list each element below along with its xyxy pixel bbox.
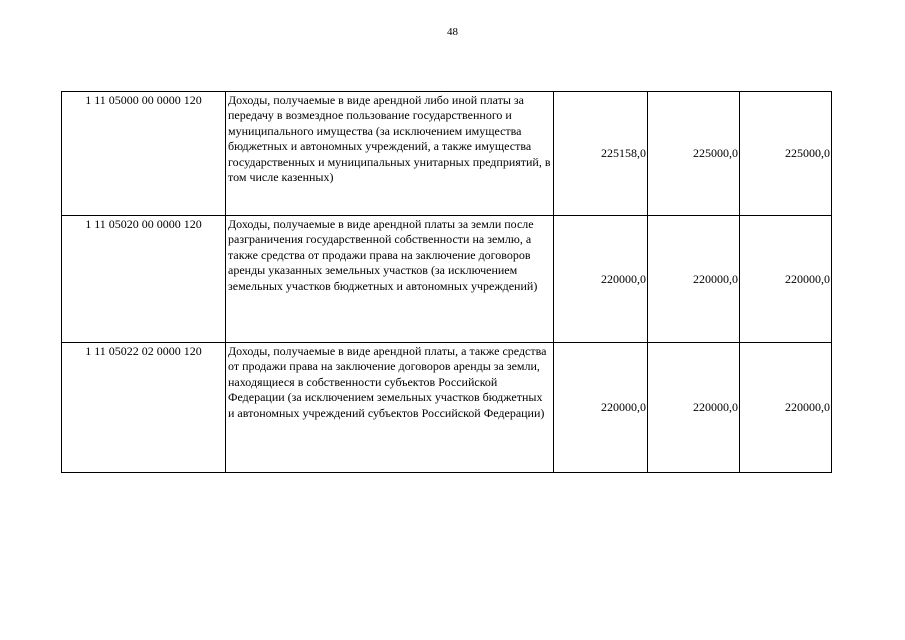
- value-cell-year-3: 220000,0: [740, 216, 832, 343]
- value-cell-year-1: 220000,0: [554, 216, 648, 343]
- description-cell: Доходы, получаемые в виде арендной платы за земли после разграничения государственной собственности на землю, а также средства от продажи права на заключение договоров аренды указанных земельных участков (за исключением земельных участков бюджетных и автономных учреждений): [226, 216, 554, 343]
- revenue-table: [61, 91, 832, 473]
- description-cell: Доходы, получаемые в виде арендной платы, а также средства от продажи права на заключение договоров аренды за земли, находящиеся в собственности субъектов Российской Федерации (за исключением земельных участков бюджетных и автономных учреждений субъектов Российской Федерации): [226, 343, 554, 473]
- description-cell: Доходы, получаемые в виде арендной либо иной платы за передачу в возмездное пользование государственного и муниципального имущества (за исключением имущества бюджетных и автономных учреждений, а также имущества государственных и муниципальных унитарных предприятий, в том числе казенных): [226, 92, 554, 216]
- value-cell-year-2: 225000,0: [648, 92, 740, 216]
- value-cell-year-3: 225000,0: [740, 92, 832, 216]
- page-number: 48: [447, 26, 458, 38]
- value-cell-year-2: 220000,0: [648, 343, 740, 473]
- value-cell-year-1: 225158,0: [554, 92, 648, 216]
- value-cell-year-3: 220000,0: [740, 343, 832, 473]
- budget-code-cell: 1 11 05022 02 0000 120: [62, 343, 226, 473]
- table-row: [62, 92, 832, 216]
- value-cell-year-1: 220000,0: [554, 343, 648, 473]
- value-cell-year-2: 220000,0: [648, 216, 740, 343]
- table-row: [62, 216, 832, 343]
- table-row: [62, 343, 832, 473]
- budget-code-cell: 1 11 05020 00 0000 120: [62, 216, 226, 343]
- budget-code-cell: 1 11 05000 00 0000 120: [62, 92, 226, 216]
